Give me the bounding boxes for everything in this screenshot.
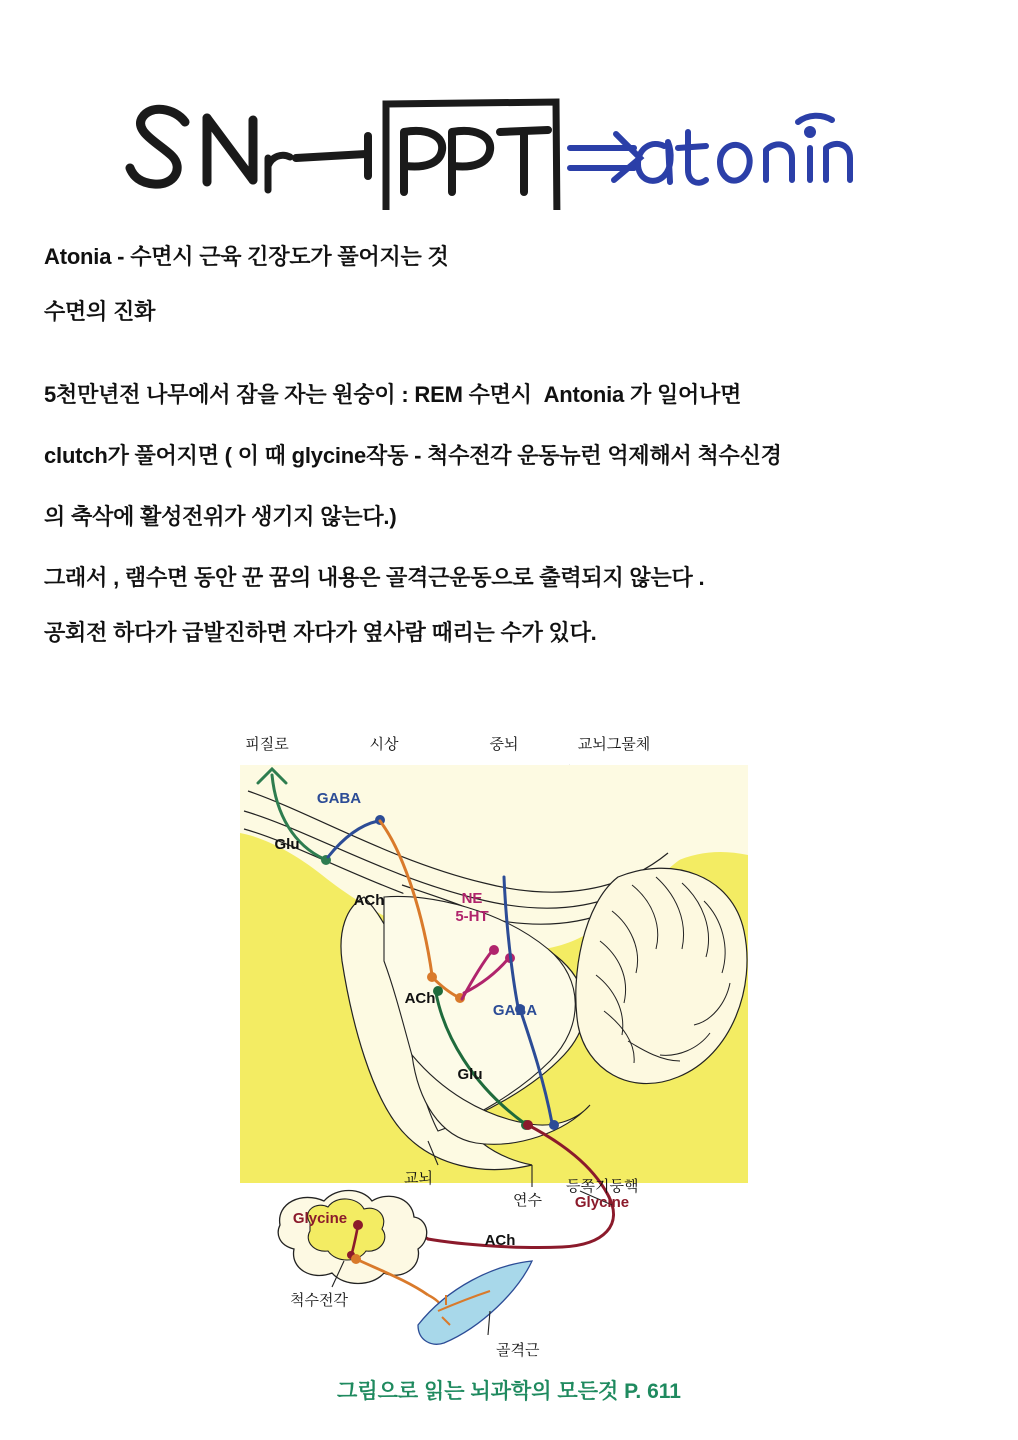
label-ach-lower: ACh: [404, 990, 436, 1007]
label-dorsal-column-nucleus: 등쪽기둥핵: [566, 1178, 639, 1195]
note-line-3: 5천만년전 나무에서 잠을 자는 원숭이 : REM 수면시 Antonia 가 일어나면: [44, 382, 742, 407]
label-glycine-left: Glycine: [292, 1210, 348, 1227]
label-pons: 교뇌: [404, 1170, 433, 1187]
handwritten-formula: [0, 40, 1018, 210]
note-line-7: 공회전 하다가 급발진하면 자다가 옆사람 때리는 수가 있다.: [44, 620, 597, 645]
label-medulla: 연수: [513, 1192, 542, 1209]
label-ach-spinal: ACh: [484, 1232, 516, 1249]
label-gaba-lower: GABA: [492, 1002, 538, 1019]
note-line-2: 수면의 진화: [44, 299, 156, 324]
formula-right-term: [638, 116, 850, 183]
label-ne: NE: [461, 890, 483, 907]
label-thalamus: 시상: [369, 736, 399, 753]
label-pontine-reticular: 교뇌그물체: [577, 736, 651, 753]
implies-arrow-icon: [570, 134, 640, 180]
note-line-5: 의 축삭에 활성전위가 생기지 않는다.): [44, 504, 397, 529]
figure-caption: 그림으로 읽는 뇌과학의 모든것 P. 611: [337, 1380, 681, 1403]
formula-left-term: [130, 109, 253, 184]
note-line-4: clutch가 풀어지면 ( 이 때 glycine작동 - 척수전각 운동뉴런 억제해서 척수신경: [44, 443, 782, 468]
label-gaba-top: GABA: [316, 790, 362, 807]
label-glu-lower: Glu: [457, 1066, 483, 1083]
formula-box: [386, 102, 557, 210]
label-ventral-horn: 척수전각: [290, 1292, 348, 1309]
notes-block: [44, 240, 994, 647]
brainstem-figure: [232, 725, 792, 1365]
label-ach-upper: ACh: [353, 892, 385, 909]
label-5ht: 5-HT: [455, 908, 489, 925]
note-line-1: Atonia - 수면시 근육 긴장도가 풀어지는 것: [44, 244, 449, 269]
formula-left-subscript: [268, 155, 290, 190]
label-glycine-right: Glycine: [574, 1194, 630, 1211]
inhibition-arrow-icon: [296, 136, 368, 176]
formula-boxed-term: [404, 130, 548, 192]
note-line-6: 그래서 , 램수면 동안 꾼 꿈의 내용은 골격근운동으로 출력되지 않는다 .: [44, 565, 705, 590]
label-midbrain: 중뇌: [489, 736, 519, 753]
label-cortical-tract: 피질로: [245, 736, 289, 753]
label-glu-top: Glu: [274, 836, 300, 853]
label-skeletal-muscle: 골격근: [496, 1342, 540, 1359]
